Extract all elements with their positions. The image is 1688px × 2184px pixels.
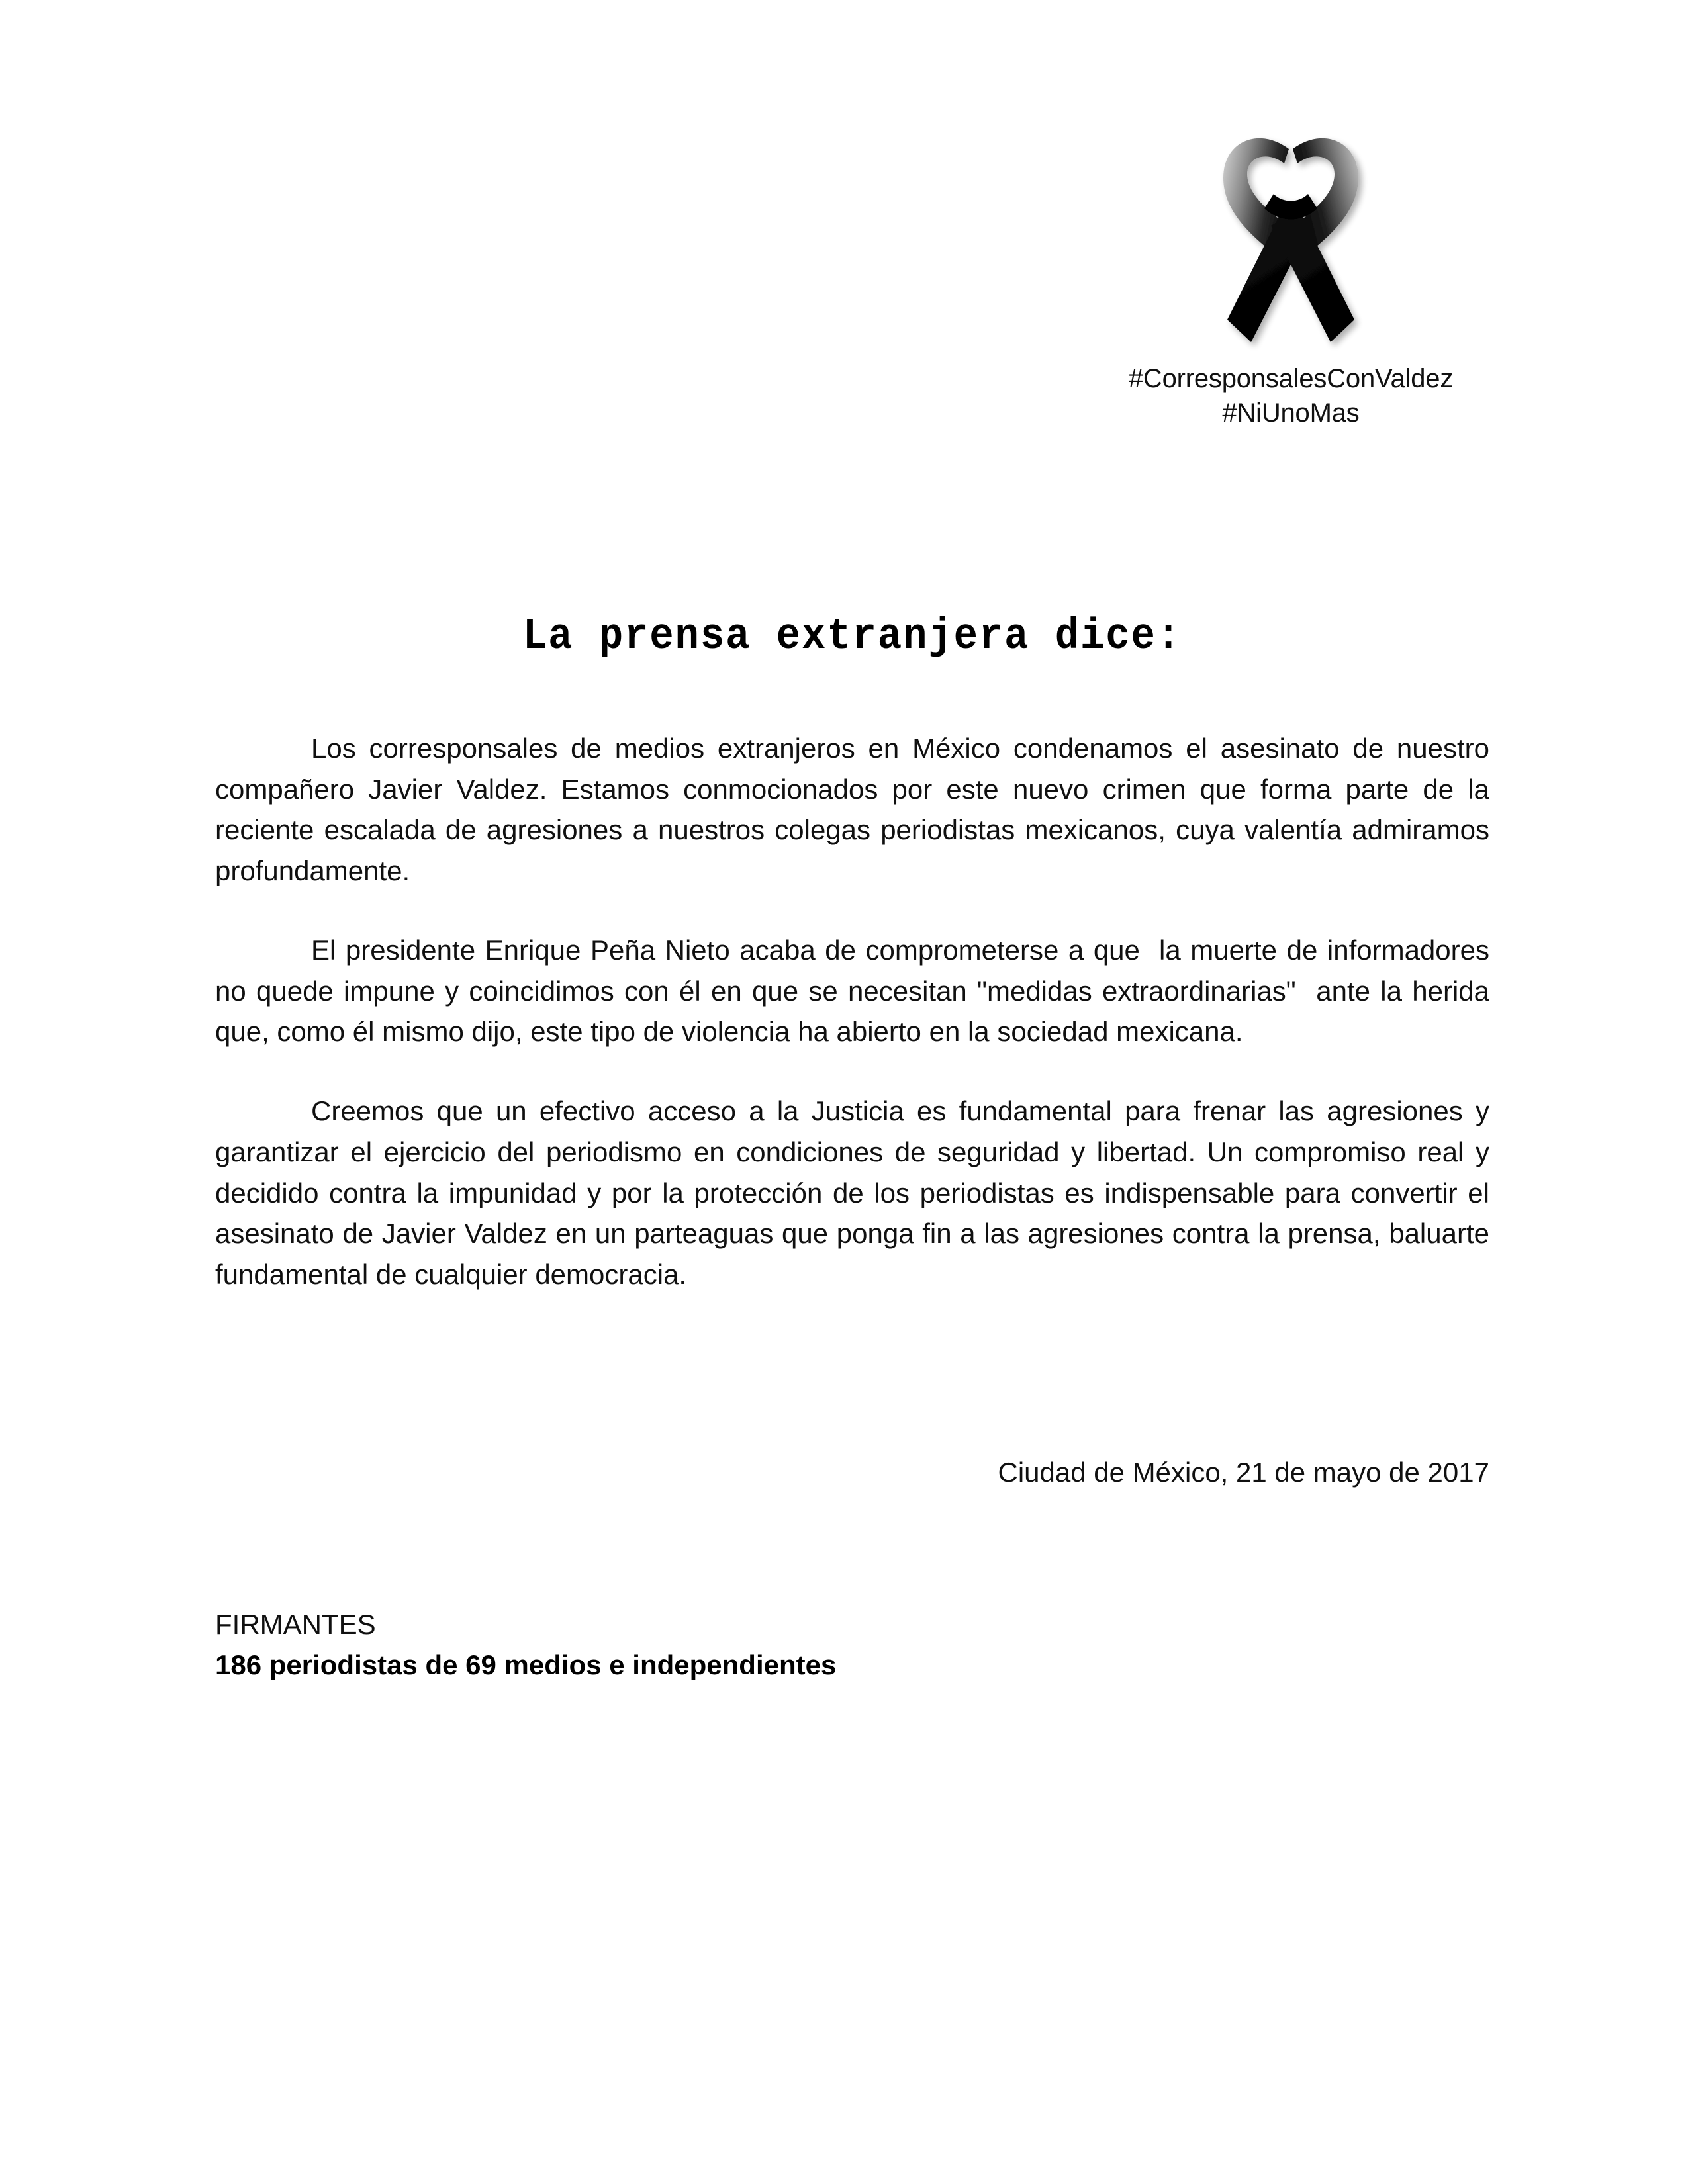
page-title: La prensa extranjera dice: [522, 612, 1182, 662]
ribbon-graphic [1072, 109, 1509, 357]
signatories-count: 186 periodistas de 69 medios e independientes [215, 1649, 837, 1680]
statement-paragraph: El presidente Enrique Peña Nieto acaba de comprometerse a que la muerte de informadores no quede impune y coincidimos con él en que se necesitan "medidas extraordinarias" ante la herida que, como él mismo dijo, este tipo de violencia ha abierto en la sociedad mexicana. [215, 934, 1497, 1048]
black-mourning-ribbon-icon [1205, 109, 1377, 357]
statement-paragraph: Creemos que un efectivo acceso a la Justicia es fundamental para frenar las agresiones y garantizar el ejercicio del periodismo en condiciones de seguridad y libertad. Un compromiso real y decidido contra la impunidad y por la protección de los periodistas es indispensable para convertir el asesinato de Javier Valdez en un parteaguas que ponga fin a las agresiones contra la prensa, baluarte fundamental de cualquier democracia. [215, 1095, 1497, 1291]
signatories-label: FIRMANTES [215, 1609, 376, 1640]
dateline: Ciudad de México, 21 de mayo de 2017 [998, 1457, 1489, 1488]
signatories-block [215, 1605, 1489, 1686]
header-block [1072, 109, 1509, 430]
hashtag-ni-uno-mas: #NiUnoMas [1222, 398, 1360, 428]
hashtag-group [1072, 361, 1509, 430]
hashtag-corresponsales-con-valdez: #CorresponsalesConValdez [1128, 364, 1454, 393]
statement-body [215, 728, 1497, 1295]
statement-paragraph: Los corresponsales de medios extranjeros en México condenamos el asesinato de nuestro compañero Javier Valdez. Estamos conmocionados por este nuevo crimen que forma parte de la reciente escalada de agresiones a nuestros colegas periodistas mexicanos, cuya valentía admiramos profundamente. [215, 733, 1497, 887]
